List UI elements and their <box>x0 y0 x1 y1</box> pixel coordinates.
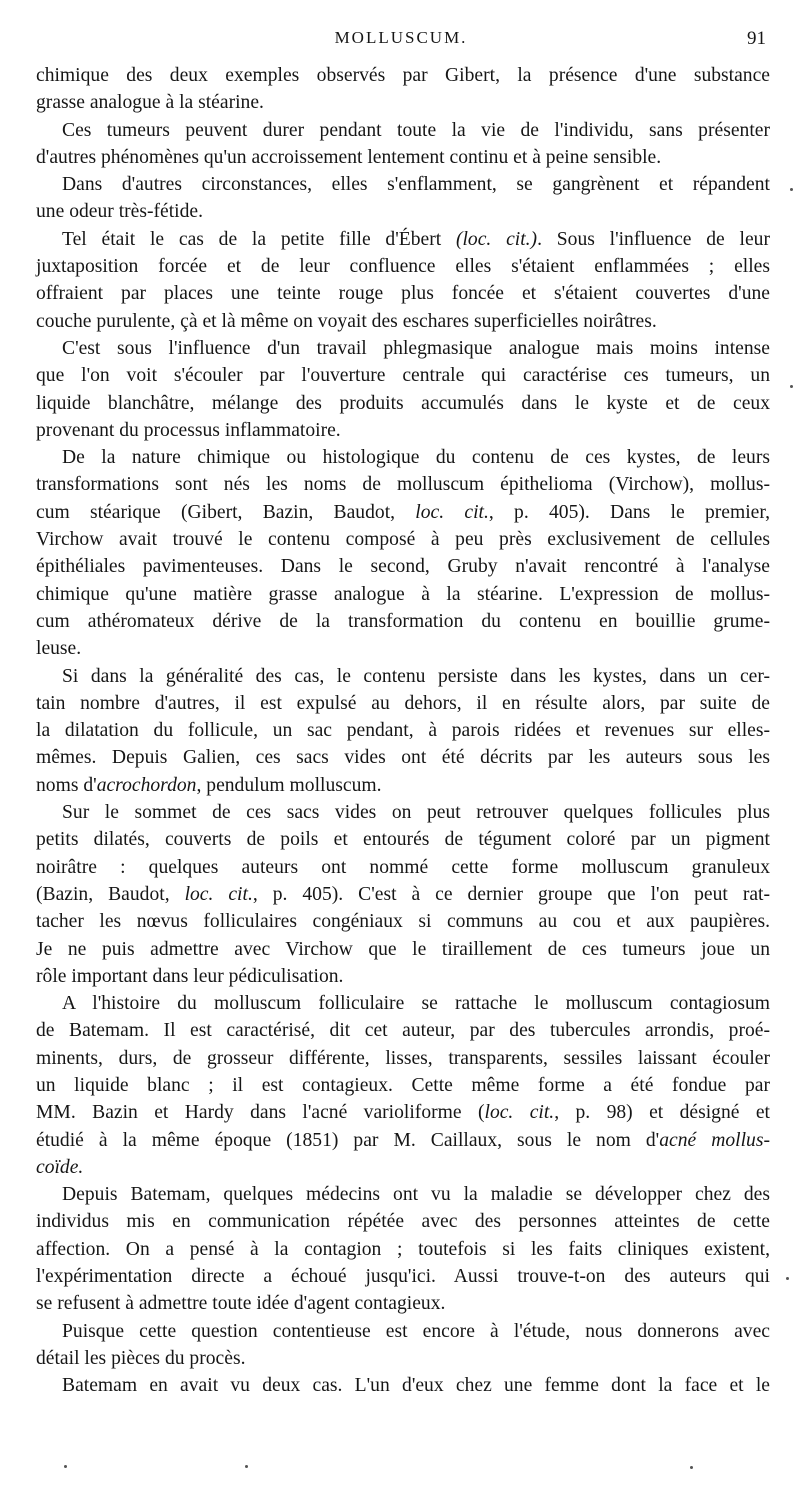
text-line: transformations sont nés les noms de molluscum épithelioma (Virchow), mollus- <box>36 474 770 496</box>
text-line: rôle important dans leur pédiculisation. <box>36 965 344 987</box>
text-line: la dilatation du follicule, un sac pendant, à parois ridées et revenues sur elles- <box>36 720 770 742</box>
text-line: se refusent à admettre toute idée d'agent contagieux. <box>36 1293 446 1315</box>
paragraph <box>36 335 770 444</box>
paragraph <box>36 117 770 172</box>
paragraph <box>36 226 770 335</box>
text-line: chimique des deux exemples observés par Gibert, la présence d'une substance <box>36 65 770 86</box>
text-line: leuse. <box>36 638 82 660</box>
text-line: Batemam en avait vu deux cas. L'un d'eux chez une femme dont la face et le <box>62 1375 770 1397</box>
text-line: Tel était le cas de la petite fille d'Ébert (loc. cit.). Sous l'influence de leur <box>62 228 770 250</box>
text-line: affection. On a pensé à la contagion ; toutefois si les faits cliniques existent, <box>36 1238 770 1260</box>
text-line: C'est sous l'influence d'un travail phlegmasique analogue mais moins intense <box>62 337 770 359</box>
text-line: Dans d'autres circonstances, elles s'enflamment, se gangrènent et répandent <box>62 174 770 196</box>
text-line: offraient par places une teinte rouge plus foncée et s'étaient couvertes d'une <box>36 283 770 305</box>
text-line: tain nombre d'autres, il est expulsé au dehors, il en résulte alors, par suite de <box>36 692 770 714</box>
text-line: mêmes. Depuis Galien, ces sacs vides ont été décrits par les auteurs sous les <box>36 747 770 769</box>
text-line: De la nature chimique ou histologique du contenu de ces kystes, de leurs <box>62 447 770 469</box>
text-line: grasse analogue à la stéarine. <box>36 92 264 114</box>
text-line: une odeur très-fétide. <box>36 201 204 223</box>
text-line: provenant du processus inflammatoire. <box>36 419 341 441</box>
paragraph <box>36 799 770 990</box>
print-speck <box>790 385 793 388</box>
paragraph <box>36 1181 770 1317</box>
text-line: minents, durs, de grosseur différente, lisses, transparents, sessiles laissant écouler <box>36 1047 770 1069</box>
print-speck <box>690 1466 693 1469</box>
text-line: que l'on voit s'écouler par l'ouverture centrale qui caractérise ces tumeurs, un <box>36 365 770 387</box>
text-line: Si dans la généralité des cas, le contenu persiste dans les kystes, dans un cer- <box>62 665 770 687</box>
text-line: étudié à la même époque (1851) par M. Caillaux, sous le nom d'acné mollus- <box>36 1129 770 1151</box>
paragraph <box>36 1372 770 1399</box>
text-line: l'expérimentation directe a échoué jusqu'ici. Aussi trouve-t-on des auteurs qui <box>36 1266 770 1288</box>
print-speck <box>64 1465 67 1468</box>
text-line: cum stéarique (Gibert, Bazin, Baudot, loc. cit., p. 405). Dans le premier, <box>36 501 770 523</box>
text-line: tacher les nœvus folliculaires congéniaux si communs au cou et aux paupières. <box>36 911 770 933</box>
text-line: détail les pièces du procès. <box>36 1347 246 1369</box>
text-line: individus mis en communication répétée avec des personnes atteintes de cette <box>36 1211 770 1233</box>
text-line: Depuis Batemam, quelques médecins ont vu la maladie se développer chez des <box>62 1184 770 1206</box>
text-line: couche purulente, çà et là même on voyait des eschares superficielles noirâtres. <box>36 310 657 332</box>
text-line: noms d'acrochordon, pendulum molluscum. <box>36 774 382 796</box>
text-line: MM. Bazin et Hardy dans l'acné varioliforme (loc. cit., p. 98) et désigné et <box>36 1102 771 1124</box>
text-line: Puisque cette question contentieuse est encore à l'étude, nous donnerons avec <box>62 1320 770 1342</box>
text-line: coïde. <box>36 1156 84 1178</box>
body-text <box>36 62 770 1400</box>
paragraph <box>36 171 770 226</box>
text-line: Ces tumeurs peuvent durer pendant toute la vie de l'individu, sans présenter <box>62 119 770 141</box>
text-line: liquide blanchâtre, mélange des produits accumulés dans le kyste et de ceux <box>36 392 770 414</box>
text-line: chimique qu'une matière grasse analogue à la stéarine. L'expression de mollus- <box>36 583 770 605</box>
text-line: d'autres phénomènes qu'un accroissement lentement continu et à peine sensible. <box>36 146 662 168</box>
text-line: cum athéromateux dérive de la transformation du contenu en bouillie grume- <box>36 610 770 632</box>
text-line: (Bazin, Baudot, loc. cit., p. 405). C'est à ce dernier groupe que l'on peut rat- <box>36 883 771 905</box>
print-speck <box>245 1465 248 1468</box>
paragraph <box>36 1318 770 1373</box>
print-speck <box>790 188 793 191</box>
page-header <box>36 28 766 54</box>
running-title: MOLLUSCUM. <box>334 28 468 47</box>
text-line: un liquide blanc ; il est contagieux. Cette même forme a été fondue par <box>36 1074 770 1096</box>
text-line: Je ne puis admettre avec Virchow que le tiraillement de ces tumeurs joue un <box>36 938 770 960</box>
print-speck <box>786 1277 789 1280</box>
text-line: épithéliales pavimenteuses. Dans le second, Gruby n'avait rencontré à l'analyse <box>36 556 770 578</box>
text-line: A l'histoire du molluscum folliculaire se rattache le molluscum contagiosum <box>62 993 770 1015</box>
paragraph <box>36 990 770 1181</box>
text-line: de Batemam. Il est caractérisé, dit cet auteur, par des tubercules arrondis, proé- <box>36 1020 770 1042</box>
paragraph <box>36 444 770 662</box>
text-line: petits dilatés, couverts de poils et entourés de tégument coloré par un pigment <box>36 829 770 851</box>
text-line: Sur le sommet de ces sacs vides on peut retrouver quelques follicules plus <box>62 802 770 824</box>
text-line: noirâtre : quelques auteurs ont nommé cette forme molluscum granuleux <box>36 856 770 878</box>
text-line: Virchow avait trouvé le contenu composé à peu près exclusivement de cellules <box>36 529 770 551</box>
page-number: 91 <box>747 28 766 49</box>
paragraph <box>36 62 770 117</box>
paragraph <box>36 663 770 799</box>
text-line: juxtaposition forcée et de leur confluence elles s'étaient enflammées ; elles <box>36 256 770 278</box>
